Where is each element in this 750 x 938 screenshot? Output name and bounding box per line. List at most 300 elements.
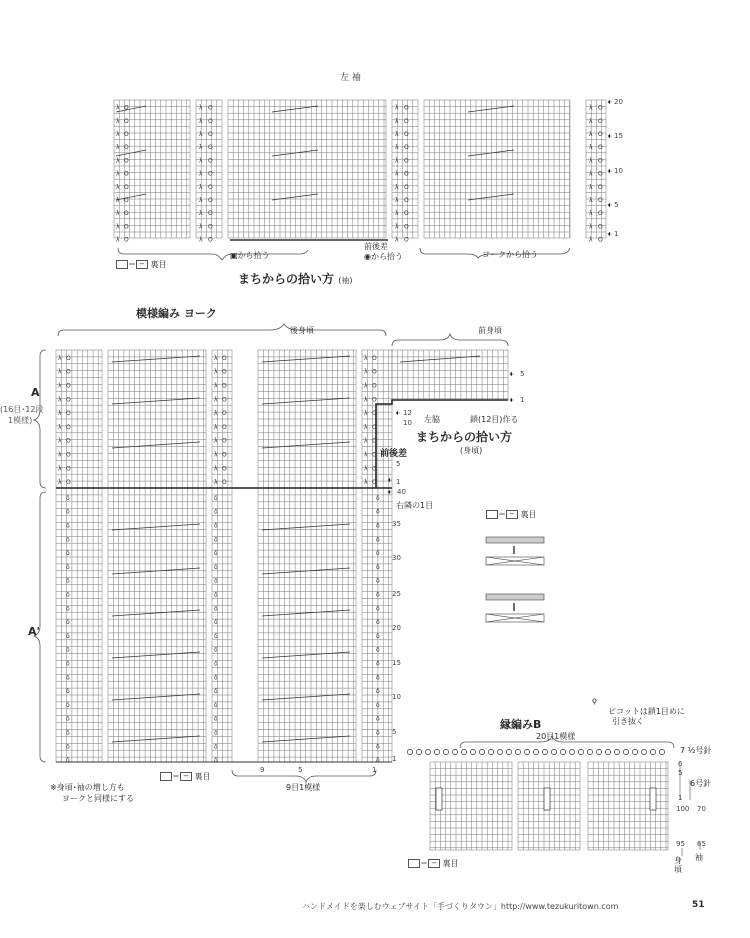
- decrease-mark: λ: [214, 382, 218, 390]
- chain-label: 鎖(12目)作る: [470, 415, 519, 424]
- decrease-mark: λ: [395, 223, 399, 231]
- body-front-back-diff: 前後差: [380, 449, 408, 459]
- yarn-over-mark: O: [372, 410, 377, 418]
- yoke-row-1: 1: [392, 755, 397, 763]
- twist-mark: δ: [66, 550, 70, 558]
- count-100: 100: [676, 805, 690, 813]
- picot-mark: [560, 749, 565, 754]
- yarn-over-mark: O: [124, 117, 129, 125]
- sleeve-cable-mark: [116, 106, 146, 112]
- decrease-mark: λ: [589, 236, 593, 244]
- twist-mark: δ: [214, 632, 218, 640]
- yoke-front-grid: [392, 350, 508, 400]
- twist-mark: δ: [376, 757, 380, 765]
- twist-mark: δ: [376, 646, 380, 654]
- decrease-mark: λ: [116, 144, 120, 152]
- twist-mark: δ: [66, 674, 70, 682]
- decrease-mark: λ: [116, 170, 120, 178]
- twist-mark: δ: [66, 646, 70, 654]
- yoke-row-25: 25: [392, 590, 401, 598]
- decrease-mark: λ: [116, 197, 120, 204]
- body-caption: まちからの拾い方: [416, 430, 513, 444]
- twist-mark: δ: [376, 508, 380, 516]
- decrease-mark: λ: [214, 423, 218, 431]
- yarn-over-mark: O: [404, 210, 409, 218]
- twist-mark: δ: [66, 619, 70, 627]
- picot-mark: [614, 749, 619, 754]
- legend-equals-1: ‖: [512, 545, 516, 554]
- decrease-mark: λ: [199, 236, 203, 244]
- picot-mark: [479, 749, 484, 754]
- twist-mark: δ: [66, 715, 70, 723]
- decrease-mark: λ: [116, 223, 120, 231]
- decrease-mark: λ: [364, 368, 368, 376]
- yarn-over-mark: O: [598, 157, 603, 165]
- decrease-mark: λ: [395, 183, 399, 191]
- sleeve-row-10: 10: [614, 167, 623, 175]
- decrease-mark: λ: [199, 210, 203, 218]
- twist-mark: δ: [214, 743, 218, 751]
- decrease-mark: λ: [199, 104, 203, 112]
- picot-mark: [551, 749, 556, 754]
- yarn-over-mark: O: [222, 368, 227, 376]
- yarn-over-mark: O: [598, 197, 603, 204]
- decrease-mark: λ: [395, 117, 399, 125]
- twist-mark: δ: [66, 688, 70, 696]
- sleeve-yoke-pickup: ヨークから拾う: [482, 250, 538, 259]
- yarn-over-mark: O: [222, 396, 227, 404]
- sleeve-grid-5: [424, 100, 570, 238]
- decrease-mark: λ: [589, 144, 593, 152]
- yarn-over-mark: O: [372, 396, 377, 404]
- yoke-row-5-upper: 5: [520, 370, 525, 378]
- yarn-over-mark: O: [124, 170, 129, 178]
- twist-mark: δ: [66, 577, 70, 585]
- decrease-mark: λ: [364, 423, 368, 431]
- yarn-over-mark: O: [124, 157, 129, 165]
- decrease-mark: λ: [589, 170, 593, 178]
- twist-mark: δ: [376, 619, 380, 627]
- picot-mark: [650, 749, 655, 754]
- border-title: 縁編みB: [500, 718, 542, 731]
- sleeve-caption: まちからの拾い方 (袖): [238, 272, 353, 286]
- yarn-over-mark: O: [66, 368, 71, 376]
- left-side-label: 左脇: [424, 415, 440, 424]
- decrease-mark: λ: [214, 368, 218, 376]
- yarn-over-mark: O: [598, 144, 603, 152]
- yoke-row-40: 40: [397, 488, 406, 496]
- decrease-mark: λ: [199, 183, 203, 191]
- body-caption-sub: (身頃): [460, 446, 483, 455]
- yarn-over-mark: O: [124, 144, 129, 152]
- decrease-mark: λ: [199, 117, 203, 125]
- yoke-cable-mark: [112, 652, 200, 658]
- yoke-row-1-mid: 1: [396, 478, 401, 486]
- right-side-stitch: 右隣の1目: [396, 501, 434, 510]
- yoke-row-1-upper: 1: [520, 396, 525, 404]
- sleeve-label: 袖: [695, 853, 703, 862]
- picot-mark: [596, 749, 601, 754]
- decrease-mark: λ: [116, 104, 120, 112]
- decrease-mark: λ: [589, 183, 593, 191]
- yarn-over-mark: O: [404, 144, 409, 152]
- twist-mark: δ: [376, 605, 380, 613]
- twist-mark: δ: [66, 632, 70, 640]
- yarn-over-mark: O: [598, 104, 603, 112]
- sleeve-row-20: 20: [614, 98, 623, 106]
- yarn-over-mark: O: [598, 223, 603, 231]
- yoke-cable-mark: [262, 610, 350, 616]
- yoke-row-35: 35: [392, 520, 401, 528]
- twist-mark: δ: [214, 701, 218, 709]
- yarn-over-mark: O: [222, 423, 227, 431]
- decrease-mark: λ: [58, 368, 62, 376]
- note-line-2: ヨークと同様にする: [62, 794, 134, 803]
- decrease-mark: λ: [58, 451, 62, 459]
- yoke-row-12: 12: [403, 409, 412, 417]
- twist-mark: δ: [214, 591, 218, 599]
- sleeve-from-pickup: ◉から拾う: [364, 252, 403, 261]
- twist-mark: δ: [66, 536, 70, 544]
- twist-mark: δ: [376, 674, 380, 682]
- yoke-row-5-mid: 5: [396, 460, 401, 468]
- section-a2-label: A': [28, 625, 40, 638]
- picot-note-2: 引き抜く: [612, 717, 644, 726]
- picot-mark: [587, 749, 592, 754]
- twist-mark: δ: [66, 743, 70, 751]
- note-line-1: ※身頃･袖の増し方も: [50, 783, 125, 792]
- stitch-label-5: 5: [298, 766, 303, 774]
- border-row-1: 1: [678, 794, 683, 802]
- yoke-cable-mark: [262, 524, 350, 530]
- decrease-mark: λ: [589, 157, 593, 165]
- yarn-over-mark: O: [66, 479, 71, 487]
- decrease-mark: λ: [589, 131, 593, 138]
- decrease-mark: λ: [116, 117, 120, 125]
- picot-mark: [605, 749, 610, 754]
- yarn-over-mark: O: [66, 382, 71, 390]
- yoke-cable-mark: [262, 652, 350, 658]
- twist-mark: δ: [66, 563, 70, 571]
- picot-mark: [632, 749, 637, 754]
- yarn-over-mark: O: [598, 117, 603, 125]
- yarn-over-mark: O: [598, 170, 603, 178]
- twist-mark: δ: [376, 563, 380, 571]
- decrease-mark: λ: [214, 437, 218, 445]
- section-a-brace: [34, 350, 46, 488]
- picot-mark: [578, 749, 583, 754]
- yarn-over-mark: O: [66, 423, 71, 431]
- row-arrow-icon: [608, 169, 612, 173]
- yoke-legend: ＝ − 裏目: [160, 771, 211, 782]
- row-arrow-icon: [396, 411, 400, 415]
- yarn-over-mark: O: [124, 104, 129, 112]
- decrease-mark: λ: [58, 437, 62, 445]
- decrease-mark: λ: [58, 354, 62, 362]
- picot-mark: [641, 749, 646, 754]
- twist-mark: δ: [66, 591, 70, 599]
- picot-mark: [533, 749, 538, 754]
- yarn-over-mark: O: [66, 465, 71, 473]
- picot-mark: [416, 749, 421, 754]
- twist-mark: δ: [66, 729, 70, 737]
- twist-mark: δ: [66, 660, 70, 668]
- decrease-mark: λ: [364, 410, 368, 418]
- decrease-mark: λ: [364, 382, 368, 390]
- picot-mark: [488, 749, 493, 754]
- row-arrow-icon: [608, 203, 612, 207]
- yoke-a-grid-2: [108, 350, 206, 488]
- twist-mark: δ: [376, 591, 380, 599]
- needle-6: 6号針: [690, 779, 712, 788]
- twist-mark: δ: [376, 550, 380, 558]
- decrease-mark: λ: [395, 236, 399, 244]
- twist-mark: δ: [214, 536, 218, 544]
- picot-mark: [407, 749, 412, 754]
- decrease-mark: λ: [395, 157, 399, 165]
- yoke-cable-mark: [112, 398, 200, 404]
- twist-mark: δ: [214, 508, 218, 516]
- yoke-row-15: 15: [392, 659, 401, 667]
- repeat-label: 9目1模様: [286, 783, 321, 792]
- yarn-over-mark: O: [598, 131, 603, 138]
- yarn-over-mark: O: [208, 210, 213, 218]
- twist-mark: δ: [376, 743, 380, 751]
- stitch-label-9: 9: [260, 766, 265, 774]
- twist-mark: δ: [66, 522, 70, 530]
- decrease-mark: λ: [364, 437, 368, 445]
- twist-mark: δ: [376, 660, 380, 668]
- yarn-over-mark: O: [208, 197, 213, 204]
- yarn-over-mark: O: [66, 410, 71, 418]
- yarn-over-mark: O: [124, 223, 129, 231]
- border-repeat: 20目1模様: [536, 732, 576, 741]
- row-arrow-icon: [510, 372, 514, 376]
- sleeve-legend: ＝ − 裏目: [116, 259, 167, 270]
- yoke-row-10: 10: [392, 693, 401, 701]
- decrease-mark: λ: [116, 236, 120, 244]
- yarn-over-mark: O: [208, 183, 213, 191]
- yarn-over-mark: O: [124, 183, 129, 191]
- yarn-over-mark: O: [222, 451, 227, 459]
- twist-mark: δ: [66, 605, 70, 613]
- yarn-over-mark: O: [222, 437, 227, 445]
- twist-mark: δ: [376, 494, 380, 502]
- picot-mark: [506, 749, 511, 754]
- yarn-over-mark: O: [222, 465, 227, 473]
- yarn-over-mark: O: [404, 157, 409, 165]
- decrease-mark: λ: [199, 197, 203, 204]
- count-65: 65: [697, 840, 706, 848]
- yoke-cable-mark: [262, 398, 350, 404]
- count-95: 95: [676, 840, 685, 848]
- picot-mark: [497, 749, 502, 754]
- decrease-mark: λ: [199, 144, 203, 152]
- twist-mark: δ: [66, 757, 70, 765]
- twist-mark: δ: [214, 577, 218, 585]
- stitch-label-1: 1: [372, 766, 377, 774]
- row-arrow-icon: [608, 134, 612, 138]
- bobble-mark: [436, 788, 442, 810]
- legend-equals-2: ‖: [512, 602, 516, 611]
- decrease-mark: λ: [116, 183, 120, 191]
- yoke-a-grid-1: [56, 350, 102, 488]
- dot-icon: ◉: [364, 252, 371, 261]
- yarn-over-mark: O: [222, 479, 227, 487]
- back-body-brace: [58, 324, 386, 336]
- picot-mark: [659, 749, 664, 754]
- yarn-over-mark: O: [372, 437, 377, 445]
- twist-mark: δ: [66, 701, 70, 709]
- border-row-5: 5: [678, 769, 683, 777]
- twist-mark: δ: [376, 577, 380, 585]
- decrease-mark: λ: [364, 396, 368, 404]
- yarn-over-mark: O: [124, 210, 129, 218]
- twist-mark: δ: [214, 715, 218, 723]
- legend-box: ＝ − 裏目: [486, 509, 537, 520]
- yoke-row-10: 10: [403, 419, 412, 427]
- twist-mark: δ: [376, 729, 380, 737]
- twist-mark: δ: [214, 494, 218, 502]
- yarn-over-mark: O: [372, 465, 377, 473]
- twist-mark: δ: [66, 508, 70, 516]
- needle-7: 7 ½号針: [680, 746, 712, 755]
- yarn-over-mark: O: [222, 410, 227, 418]
- yarn-over-mark: O: [208, 104, 213, 112]
- yoke-title: 模様編み ヨーク: [136, 307, 217, 320]
- yarn-over-mark: O: [208, 170, 213, 178]
- yoke-cable-mark: [262, 442, 350, 448]
- page-number: 51: [692, 900, 705, 910]
- picot-mark: [443, 749, 448, 754]
- decrease-mark: λ: [395, 170, 399, 178]
- yarn-over-mark: O: [372, 479, 377, 487]
- sleeve-row-15: 15: [614, 132, 623, 140]
- twist-mark: δ: [376, 632, 380, 640]
- yoke-cable-mark: [112, 610, 200, 616]
- yarn-over-mark: O: [372, 451, 377, 459]
- count-70: 70: [697, 805, 706, 813]
- picot-mark: [452, 749, 457, 754]
- yoke-cable-mark: [262, 736, 350, 742]
- yarn-over-mark: O: [598, 236, 603, 244]
- twist-mark: δ: [376, 522, 380, 530]
- picot-mark: [461, 749, 466, 754]
- decrease-mark: λ: [364, 451, 368, 459]
- decrease-mark: λ: [58, 465, 62, 473]
- section-a-note2: 1模様): [8, 416, 33, 425]
- yarn-over-mark: O: [208, 144, 213, 152]
- decrease-mark: λ: [395, 144, 399, 152]
- decrease-mark: λ: [589, 104, 593, 112]
- decrease-mark: λ: [395, 210, 399, 218]
- yarn-over-mark: O: [404, 131, 409, 138]
- decrease-mark: λ: [58, 396, 62, 404]
- decrease-mark: λ: [589, 197, 593, 204]
- decrease-mark: λ: [214, 479, 218, 487]
- picot-mark: [524, 749, 529, 754]
- yarn-over-mark: O: [404, 170, 409, 178]
- picot-mark: [623, 749, 628, 754]
- yarn-over-mark: O: [404, 223, 409, 231]
- decrease-mark: λ: [364, 465, 368, 473]
- footer-text: ハンドメイドを楽しむウェブサイト「手づくりタウン」http://www.tezukuritown.com: [302, 902, 619, 911]
- twist-mark: δ: [376, 701, 380, 709]
- sleeve-row-5: 5: [614, 201, 619, 209]
- yarn-over-mark: O: [598, 210, 603, 218]
- decrease-mark: λ: [214, 410, 218, 418]
- yarn-over-mark: O: [208, 117, 213, 125]
- row-arrow-icon: [608, 100, 612, 104]
- row-arrow-icon: [510, 398, 514, 402]
- yarn-over-mark: O: [404, 117, 409, 125]
- decrease-mark: λ: [395, 131, 399, 138]
- twist-mark: δ: [214, 605, 218, 613]
- picot-mark: [470, 749, 475, 754]
- twist-mark: δ: [66, 494, 70, 502]
- twist-mark: δ: [214, 619, 218, 627]
- yarn-over-mark: O: [372, 354, 377, 362]
- picot-mark: [434, 749, 439, 754]
- yoke-cable-mark: [112, 524, 200, 530]
- decrease-mark: λ: [214, 354, 218, 362]
- decrease-mark: λ: [58, 479, 62, 487]
- twist-mark: δ: [376, 536, 380, 544]
- picot-mark: [515, 749, 520, 754]
- decrease-mark: λ: [589, 223, 593, 231]
- decrease-mark: λ: [199, 223, 203, 231]
- yarn-over-mark: O: [208, 157, 213, 165]
- decrease-mark: λ: [214, 451, 218, 459]
- decrease-mark: λ: [199, 170, 203, 178]
- twist-mark: δ: [214, 550, 218, 558]
- yarn-over-mark: O: [404, 183, 409, 191]
- twist-mark: δ: [214, 674, 218, 682]
- yarn-over-mark: O: [222, 354, 227, 362]
- yarn-over-mark: O: [404, 197, 409, 204]
- yarn-over-mark: O: [208, 223, 213, 231]
- yarn-over-mark: O: [66, 451, 71, 459]
- front-body-label: 前身頃: [478, 326, 502, 335]
- sleeve-grid-3: [228, 100, 386, 238]
- decrease-mark: λ: [364, 479, 368, 487]
- repeat-brace: [232, 770, 376, 782]
- twist-mark: δ: [214, 563, 218, 571]
- yarn-over-mark: O: [66, 437, 71, 445]
- yarn-over-mark: O: [124, 197, 129, 204]
- decrease-mark: λ: [395, 197, 399, 204]
- yarn-over-mark: O: [222, 382, 227, 390]
- border-row-6: 6: [678, 760, 683, 768]
- decrease-mark: λ: [214, 465, 218, 473]
- yarn-over-mark: O: [372, 382, 377, 390]
- yarn-over-mark: O: [598, 183, 603, 191]
- picot-note-1: ピコットは鎖1目めに: [608, 707, 685, 716]
- row-arrow-icon: [608, 232, 612, 236]
- yarn-over-mark: O: [372, 368, 377, 376]
- yarn-over-mark: O: [372, 423, 377, 431]
- yarn-over-mark: O: [124, 131, 129, 138]
- twist-mark: δ: [214, 729, 218, 737]
- body-label: 身頃: [674, 856, 682, 874]
- picot-mark: [542, 749, 547, 754]
- twist-mark: δ: [214, 757, 218, 765]
- picot-mark: [425, 749, 430, 754]
- yoke-row-5: 5: [392, 728, 397, 736]
- decrease-mark: λ: [214, 396, 218, 404]
- yoke-a2-grid-1: [56, 488, 102, 765]
- section-a-note1: (16目･12段: [0, 405, 44, 414]
